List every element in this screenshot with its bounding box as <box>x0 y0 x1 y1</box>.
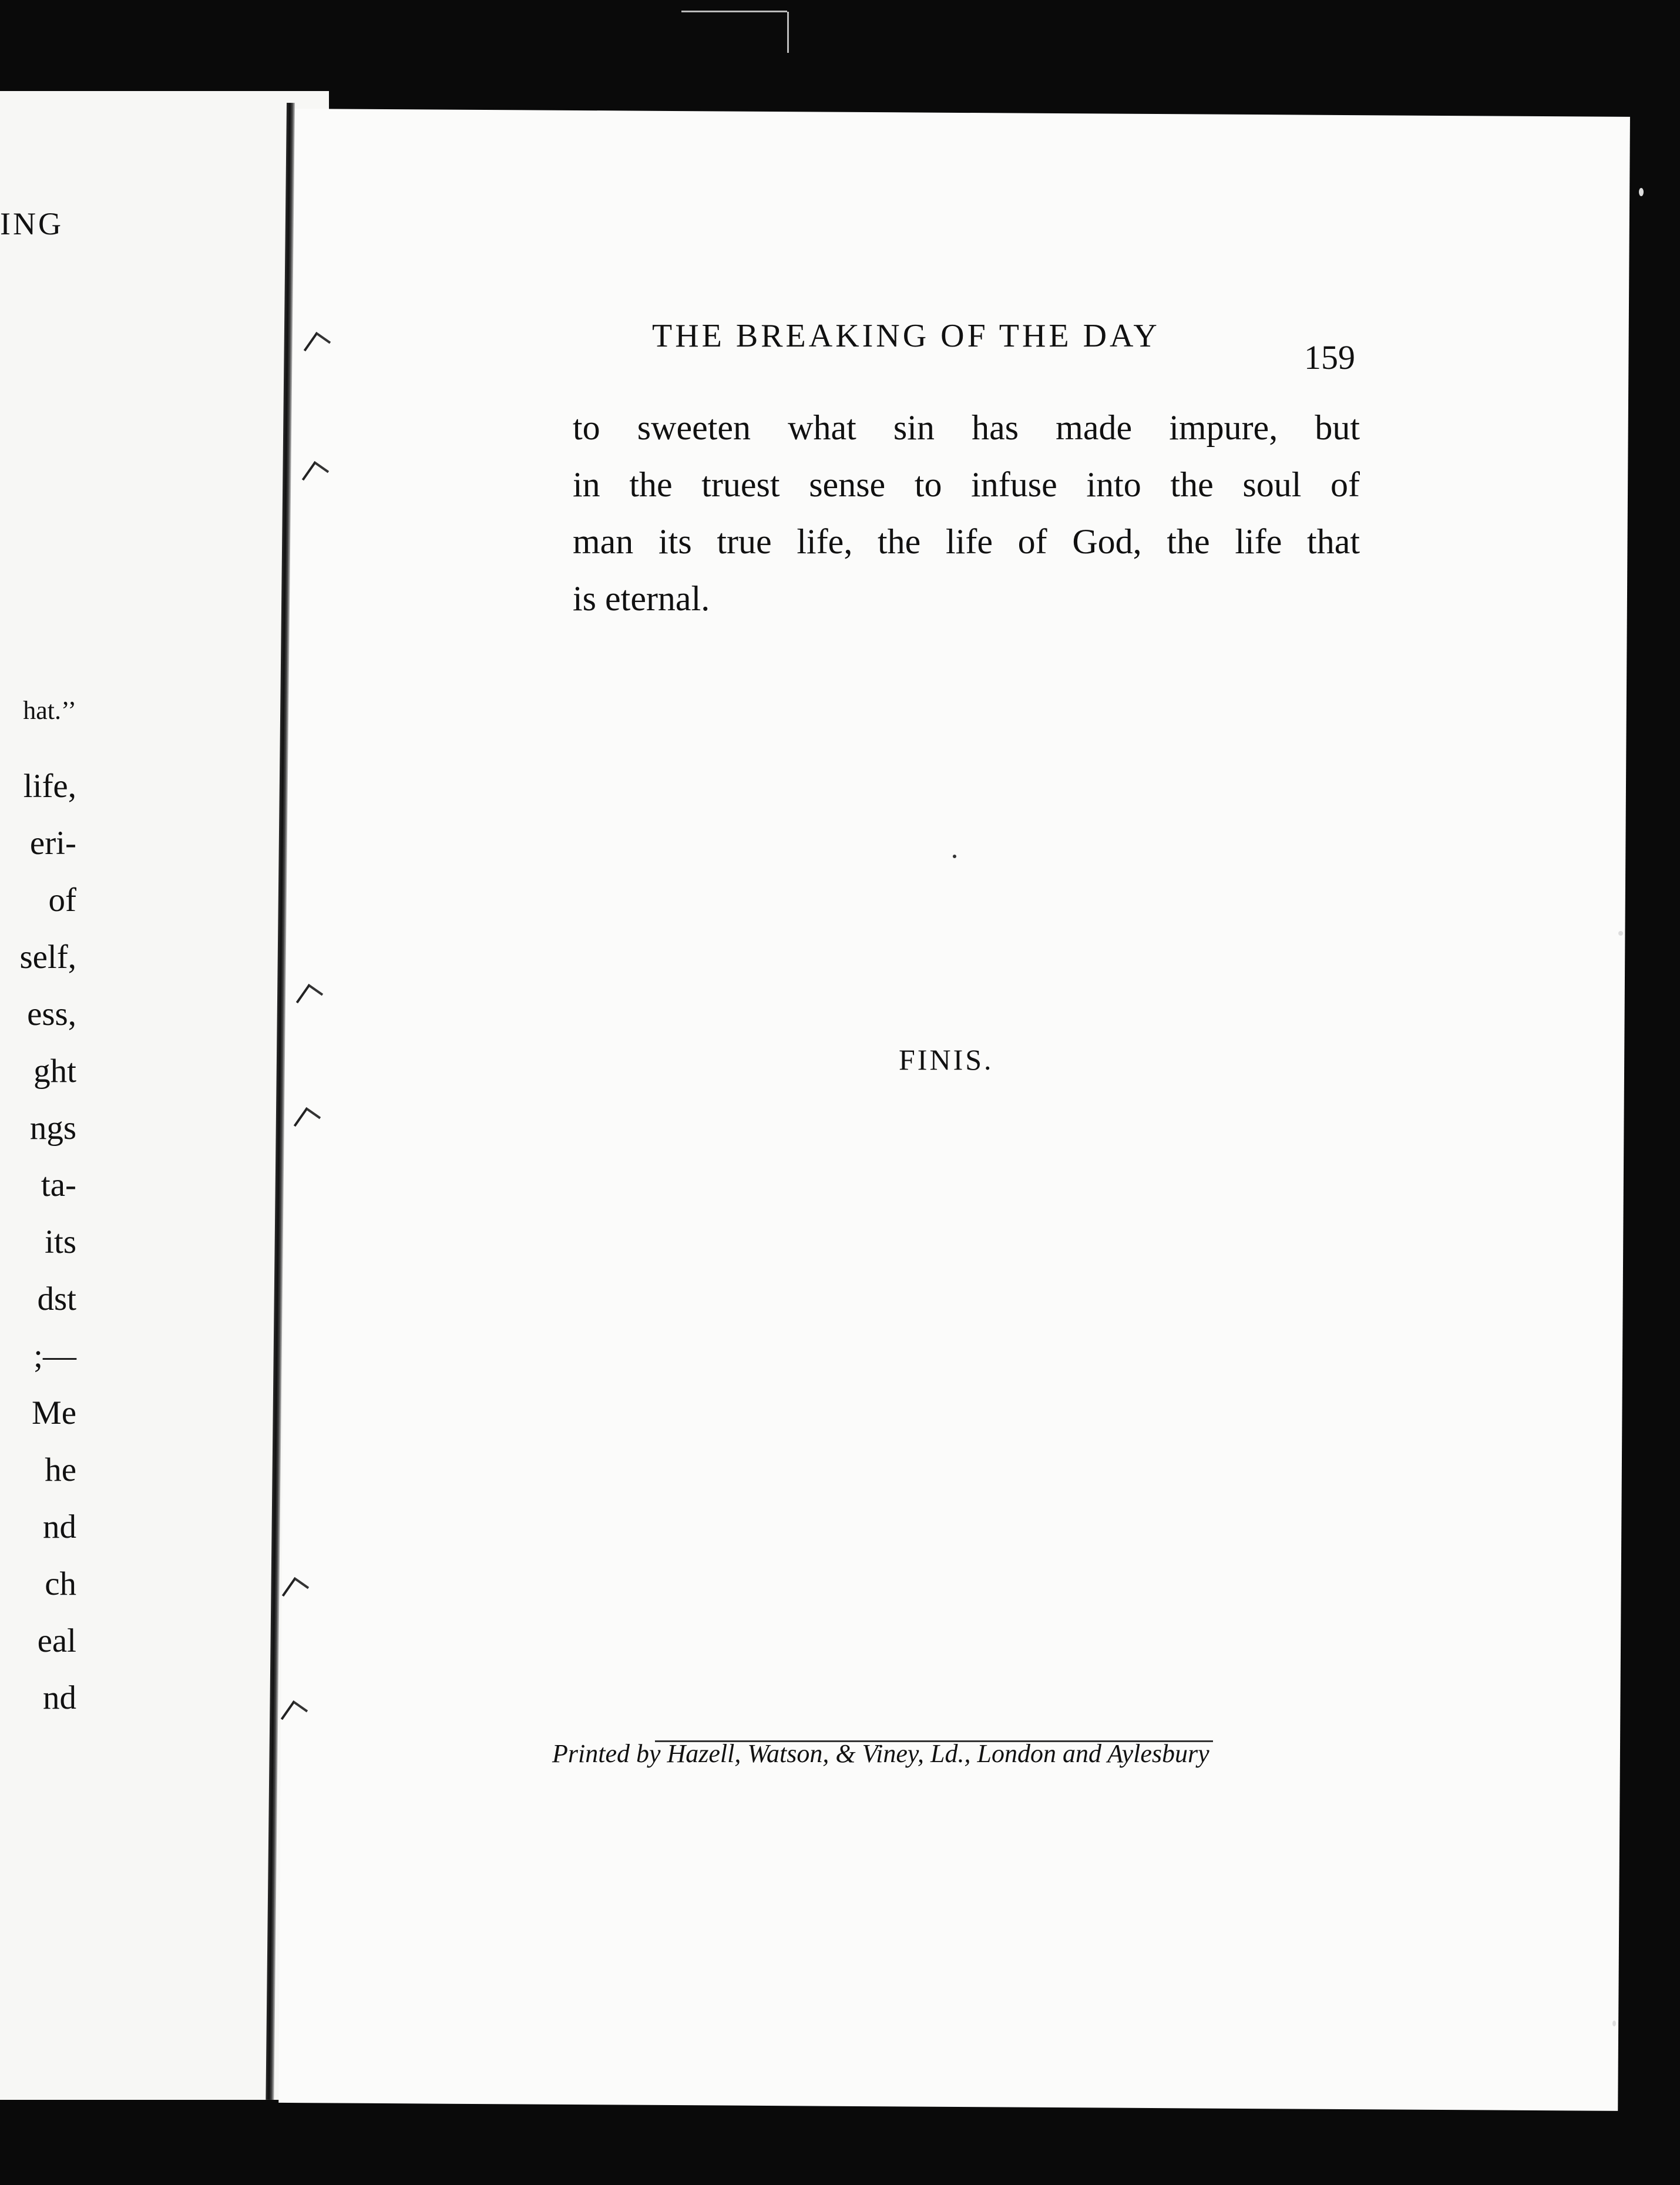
running-head: THE BREAKING OF THE DAY <box>652 318 1160 354</box>
left-line-fragment: eal <box>37 1622 76 1659</box>
body-paragraph <box>573 399 1360 627</box>
left-line-fragment: ess, <box>27 996 76 1033</box>
page-number: 159 <box>1304 338 1355 377</box>
body-line: is eternal. <box>573 579 710 618</box>
left-line-fragment: Me <box>32 1394 76 1431</box>
printer-imprint: Printed by Hazell, Watson, & Viney, Ld., London and Aylesbury <box>552 1739 1209 1768</box>
left-line-fragment: eri- <box>29 825 76 862</box>
left-line-fragment: self, <box>19 939 76 976</box>
left-line-fragment: he <box>45 1451 76 1488</box>
scan-speck <box>1639 188 1644 196</box>
left-line-fragment: ta- <box>41 1167 76 1204</box>
scanner-artifact <box>787 12 789 53</box>
body-line: in the truest sense to infuse into the soul of <box>573 465 1360 504</box>
left-line-fragment: its <box>45 1223 76 1260</box>
scanner-artifact <box>681 11 787 12</box>
left-line-fragment: of <box>48 882 76 919</box>
left-line-fragment: ght <box>33 1053 76 1090</box>
left-line-fragment: hat.’’ <box>23 696 76 725</box>
left-line-fragment: ;— <box>33 1337 76 1374</box>
left-line-fragment: nd <box>43 1508 76 1545</box>
left-running-head-fragment: ING <box>0 206 63 241</box>
finis-label: FINIS. <box>899 1043 994 1076</box>
left-line-fragment: nd <box>43 1679 76 1716</box>
paper-speck <box>953 855 956 858</box>
scan-speck <box>1618 931 1623 936</box>
left-line-fragment: ngs <box>29 1110 76 1147</box>
left-page-text-fragments <box>0 687 76 1726</box>
left-line-fragment: ch <box>45 1565 76 1602</box>
scan-speck <box>1612 2021 1616 2026</box>
left-line-fragment: life, <box>23 768 76 805</box>
left-line-fragment: dst <box>37 1280 76 1317</box>
body-line: man its true life, the life of God, the life that <box>573 522 1360 561</box>
body-line: to sweeten what sin has made impure, but <box>573 408 1360 447</box>
